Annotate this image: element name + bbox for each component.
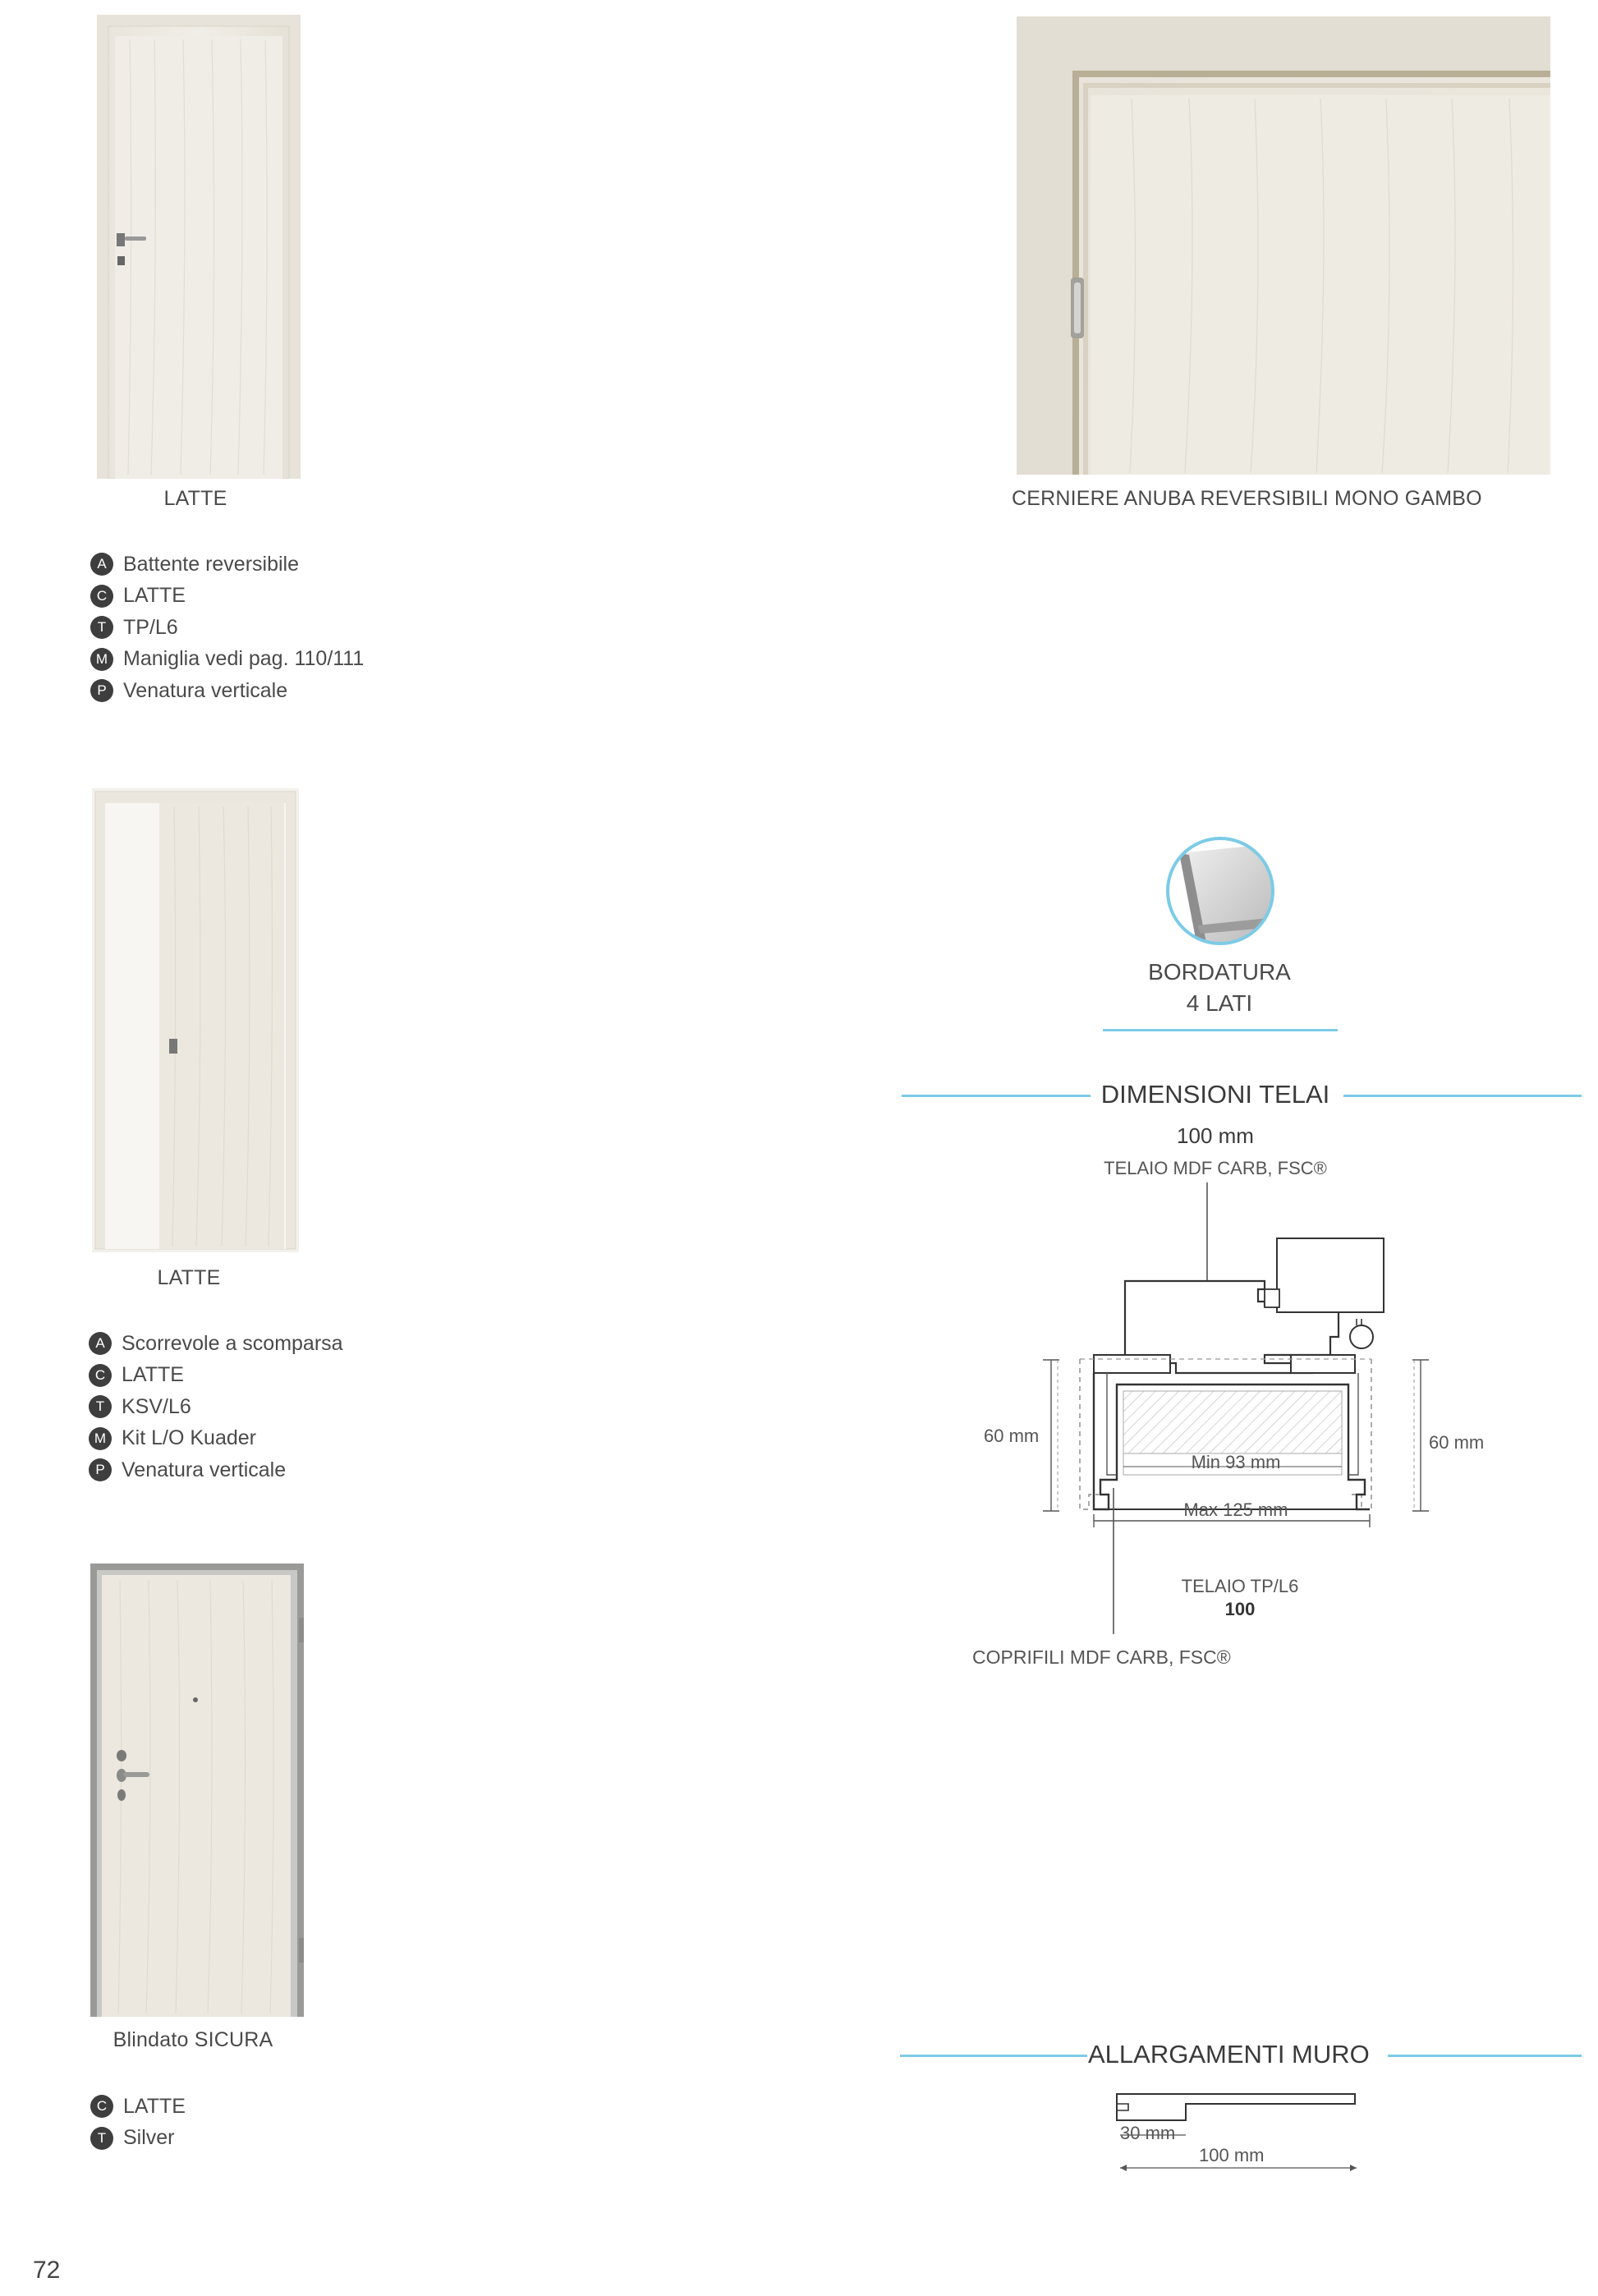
badge-icon: C [89,1364,112,1387]
badge-icon: M [90,648,113,671]
wall-rule-right [1388,2055,1582,2057]
frame-label [1133,1575,1347,1621]
frame-section-title: DIMENSIONI TELAI [1100,1080,1330,1109]
right-dim-label: 60 mm [1429,1432,1485,1453]
wall-dim-small: 30 mm [1120,2123,1176,2143]
frame-section-subtitle: 100 mm [1177,1123,1254,1148]
door3-spec-list [90,2091,186,2154]
badge-icon: C [90,585,113,608]
max-dim-label: Max 125 mm [1183,1499,1288,1520]
door1-caption: LATTE [163,487,227,510]
badge-icon: P [90,679,113,702]
min-dim-label: Min 93 mm [1191,1452,1281,1472]
spec-item: A Battente reversibile [90,549,364,581]
spec-item: C LATTE [89,1360,343,1392]
page-number: 72 [33,2257,61,2284]
door-photo-blindato [87,1560,307,2020]
door3-caption: Blindato SICURA [113,2028,273,2051]
frame-label-top: TELAIO MDF CARB, FSC® [1104,1158,1327,1178]
frame-label-line1: TELAIO TP/L6 [1181,1576,1299,1596]
spec-item: T KSV/L6 [89,1391,343,1423]
spec-item: P Venatura verticale [90,675,364,707]
wall-rule-left [900,2055,1087,2057]
spec-item: M Kit L/O Kuader [89,1423,343,1455]
spec-item: T Silver [90,2123,186,2155]
hinge-photo [1017,16,1550,475]
spec-item: C LATTE [90,581,364,613]
wall-dim-large: 100 mm [1199,2145,1265,2165]
spec-item: T TP/L6 [90,612,364,644]
spec-item: P Venatura verticale [89,1454,343,1486]
edge-label [1100,957,1339,1019]
spec-item: A Scorrevole a scomparsa [89,1328,343,1360]
door2-spec-list [89,1328,343,1486]
edge-swatch-icon [1164,835,1276,947]
door-photo-scorrevole [92,788,299,1252]
door2-caption: LATTE [157,1266,221,1289]
frame-label-value: 100 [1224,1599,1256,1619]
spec-item: M Maniglia vedi pag. 110/111 [90,644,364,676]
badge-icon: A [90,553,113,576]
edge-underline [1103,1029,1338,1031]
badge-icon: T [90,2127,113,2150]
badge-icon: P [89,1458,112,1481]
edge-label-line1: BORDATURA [1148,959,1291,985]
badge-icon: M [89,1427,112,1450]
section-rule-left [902,1095,1091,1097]
section-rule-right [1343,1095,1582,1097]
door-photo-battente [97,15,301,479]
wall-section-title: ALLARGAMENTI MURO [1088,2040,1370,2069]
badge-icon: A [89,1332,112,1355]
door1-spec-list [90,549,364,707]
spec-item: C LATTE [90,2091,186,2123]
badge-icon: T [89,1395,112,1418]
badge-icon: C [90,2095,113,2118]
hinge-caption: CERNIERE ANUBA REVERSIBILI MONO GAMBO [1012,487,1482,510]
left-dim-label: 60 mm [984,1426,1040,1446]
cover-label: COPRIFILI MDF CARB, FSC® [972,1646,1231,1668]
badge-icon: T [90,616,113,639]
edge-label-line2: 4 LATI [1186,990,1253,1016]
